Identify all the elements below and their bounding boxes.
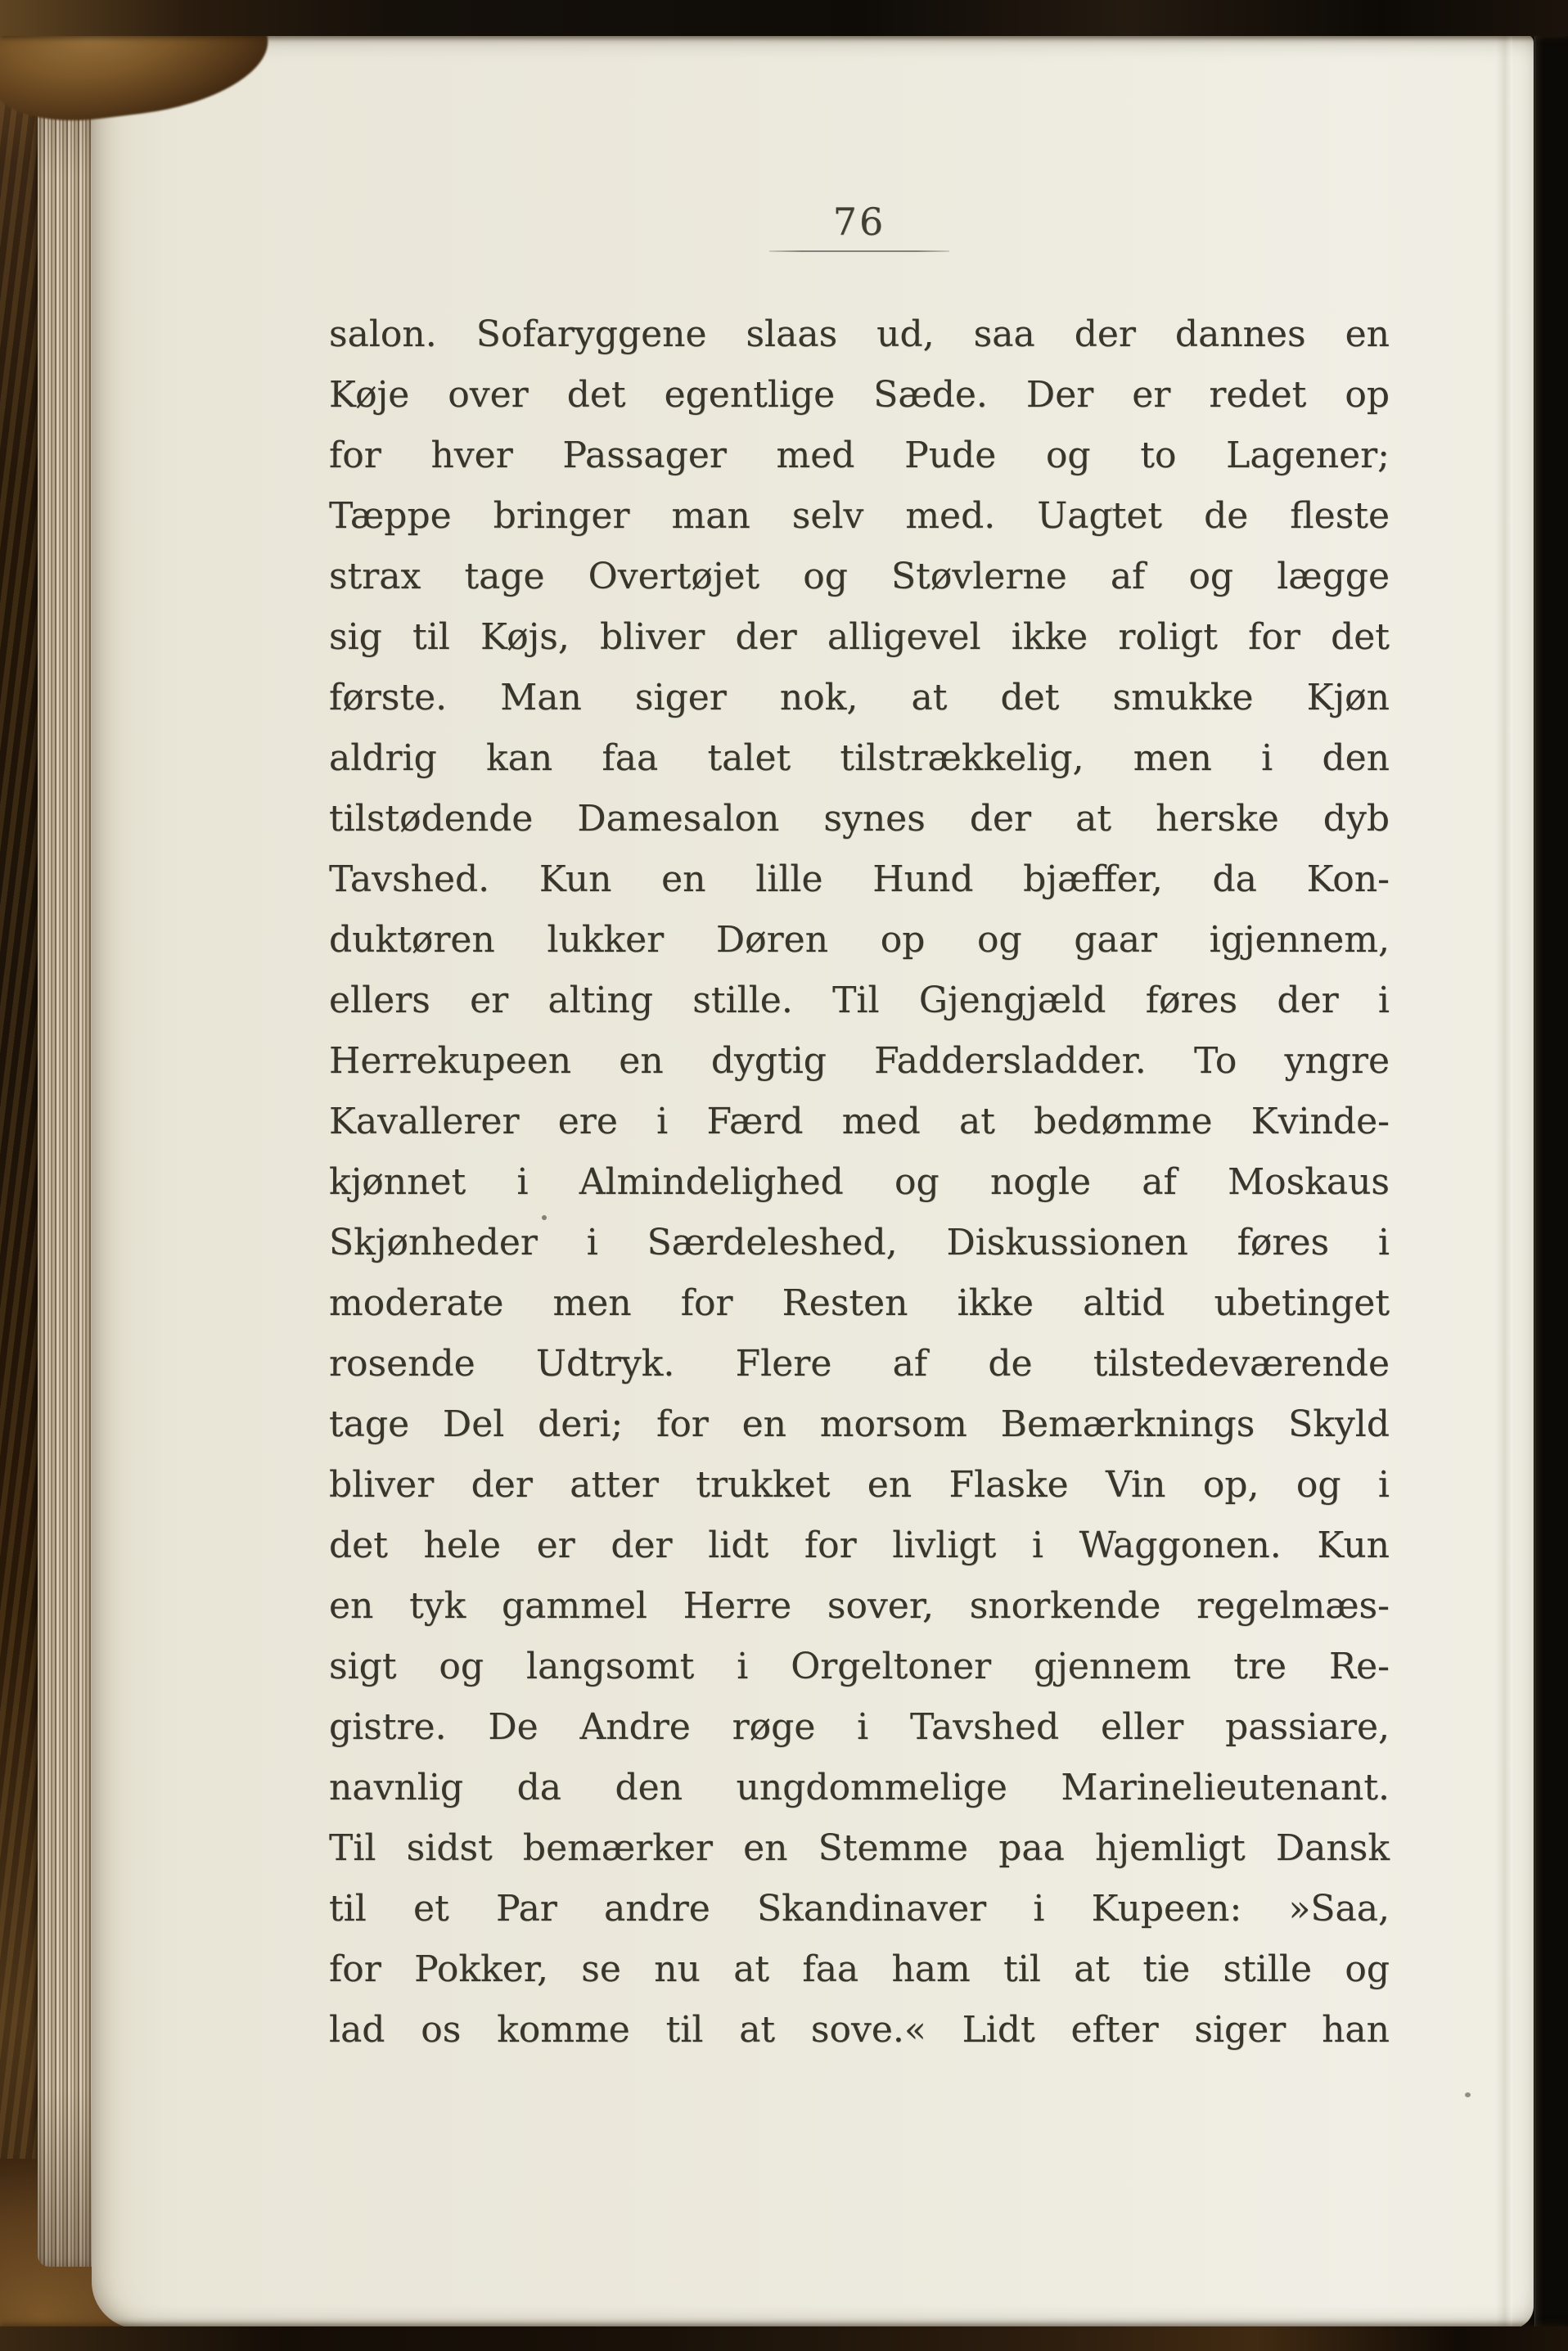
scanner-bottom-band <box>0 2326 1568 2351</box>
text-line: rosende Udtryk. Flere af de tilstedeværende <box>329 1343 1390 1385</box>
page-header <box>329 200 1390 252</box>
text-line: sig til Køjs, bliver der alligevel ikke roligt for det <box>329 616 1390 658</box>
text-line: til et Par andre Skandinaver i Kupeen: »Saa, <box>329 1888 1390 1930</box>
text-line: Tavshed. Kun en lille Hund bjæffer, da Kon- <box>329 858 1390 900</box>
text-line: det hele er der lidt for livligt i Waggonen. Kun <box>329 1525 1390 1566</box>
page-number: 76 <box>832 200 886 244</box>
text-line: salon. Sofaryggene slaas ud, saa der dannes en <box>329 313 1390 355</box>
body-text <box>329 304 1390 2061</box>
text-line: duktøren lukker Døren op og gaar igjennem, <box>329 919 1390 961</box>
text-line: Tæppe bringer man selv med. Uagtet de fleste <box>329 495 1390 537</box>
text-line: Herrekupeen en dygtig Faddersladder. To yngre <box>329 1040 1390 1082</box>
text-line: Skjønheder i Særdeleshed, Diskussionen føres i <box>329 1222 1390 1263</box>
book-spine-leather <box>0 0 39 2351</box>
paper-speck <box>542 1215 547 1220</box>
page-number-rule <box>769 250 949 252</box>
text-line: tage Del deri; for en morsom Bemærknings Skyld <box>329 1403 1390 1445</box>
text-line: Kavallerer ere i Færd med at bedømme Kvinde- <box>329 1101 1390 1142</box>
text-line: bliver der atter trukket en Flaske Vin op, og i <box>329 1464 1390 1506</box>
text-line: ellers er alting stille. Til Gjengjæld føres der i <box>329 980 1390 1021</box>
text-line: gistre. De Andre røge i Tavshed eller passiare, <box>329 1706 1390 1748</box>
text-line: en tyk gammel Herre sover, snorkende regelmæs- <box>329 1585 1390 1627</box>
text-line: navnlig da den ungdommelige Marinelieutenant. <box>329 1767 1390 1808</box>
text-line: aldrig kan faa talet tilstrækkelig, men i den <box>329 737 1390 779</box>
text-line: sigt og langsomt i Orgeltoner gjennem tre Re- <box>329 1646 1390 1687</box>
text-line: moderate men for Resten ikke altid ubetinget <box>329 1282 1390 1324</box>
text-line: tilstødende Damesalon synes der at herske dyb <box>329 798 1390 840</box>
stacked-page-edges <box>38 44 93 2267</box>
text-line: for hver Passager med Pude og to Lagener; <box>329 435 1390 476</box>
scanner-top-band <box>0 0 1568 36</box>
book-page <box>92 34 1534 2329</box>
text-line: Køje over det egentlige Sæde. Der er redet op <box>329 374 1390 416</box>
text-line: kjønnet i Almindelighed og nogle af Moskaus <box>329 1161 1390 1203</box>
text-line: lad os komme til at sove.« Lidt efter siger han <box>329 2009 1390 2051</box>
text-line: Til sidst bemærker en Stemme paa hjemligt Dansk <box>329 1827 1390 1869</box>
paper-speck <box>1465 2092 1471 2097</box>
paper-speck <box>1110 507 1113 511</box>
next-page-edge <box>1534 36 1568 2326</box>
text-line: første. Man siger nok, at det smukke Kjøn <box>329 677 1390 718</box>
text-line: for Pokker, se nu at faa ham til at tie stille og <box>329 1948 1390 1990</box>
text-line: strax tage Overtøjet og Støvlerne af og lægge <box>329 556 1390 597</box>
